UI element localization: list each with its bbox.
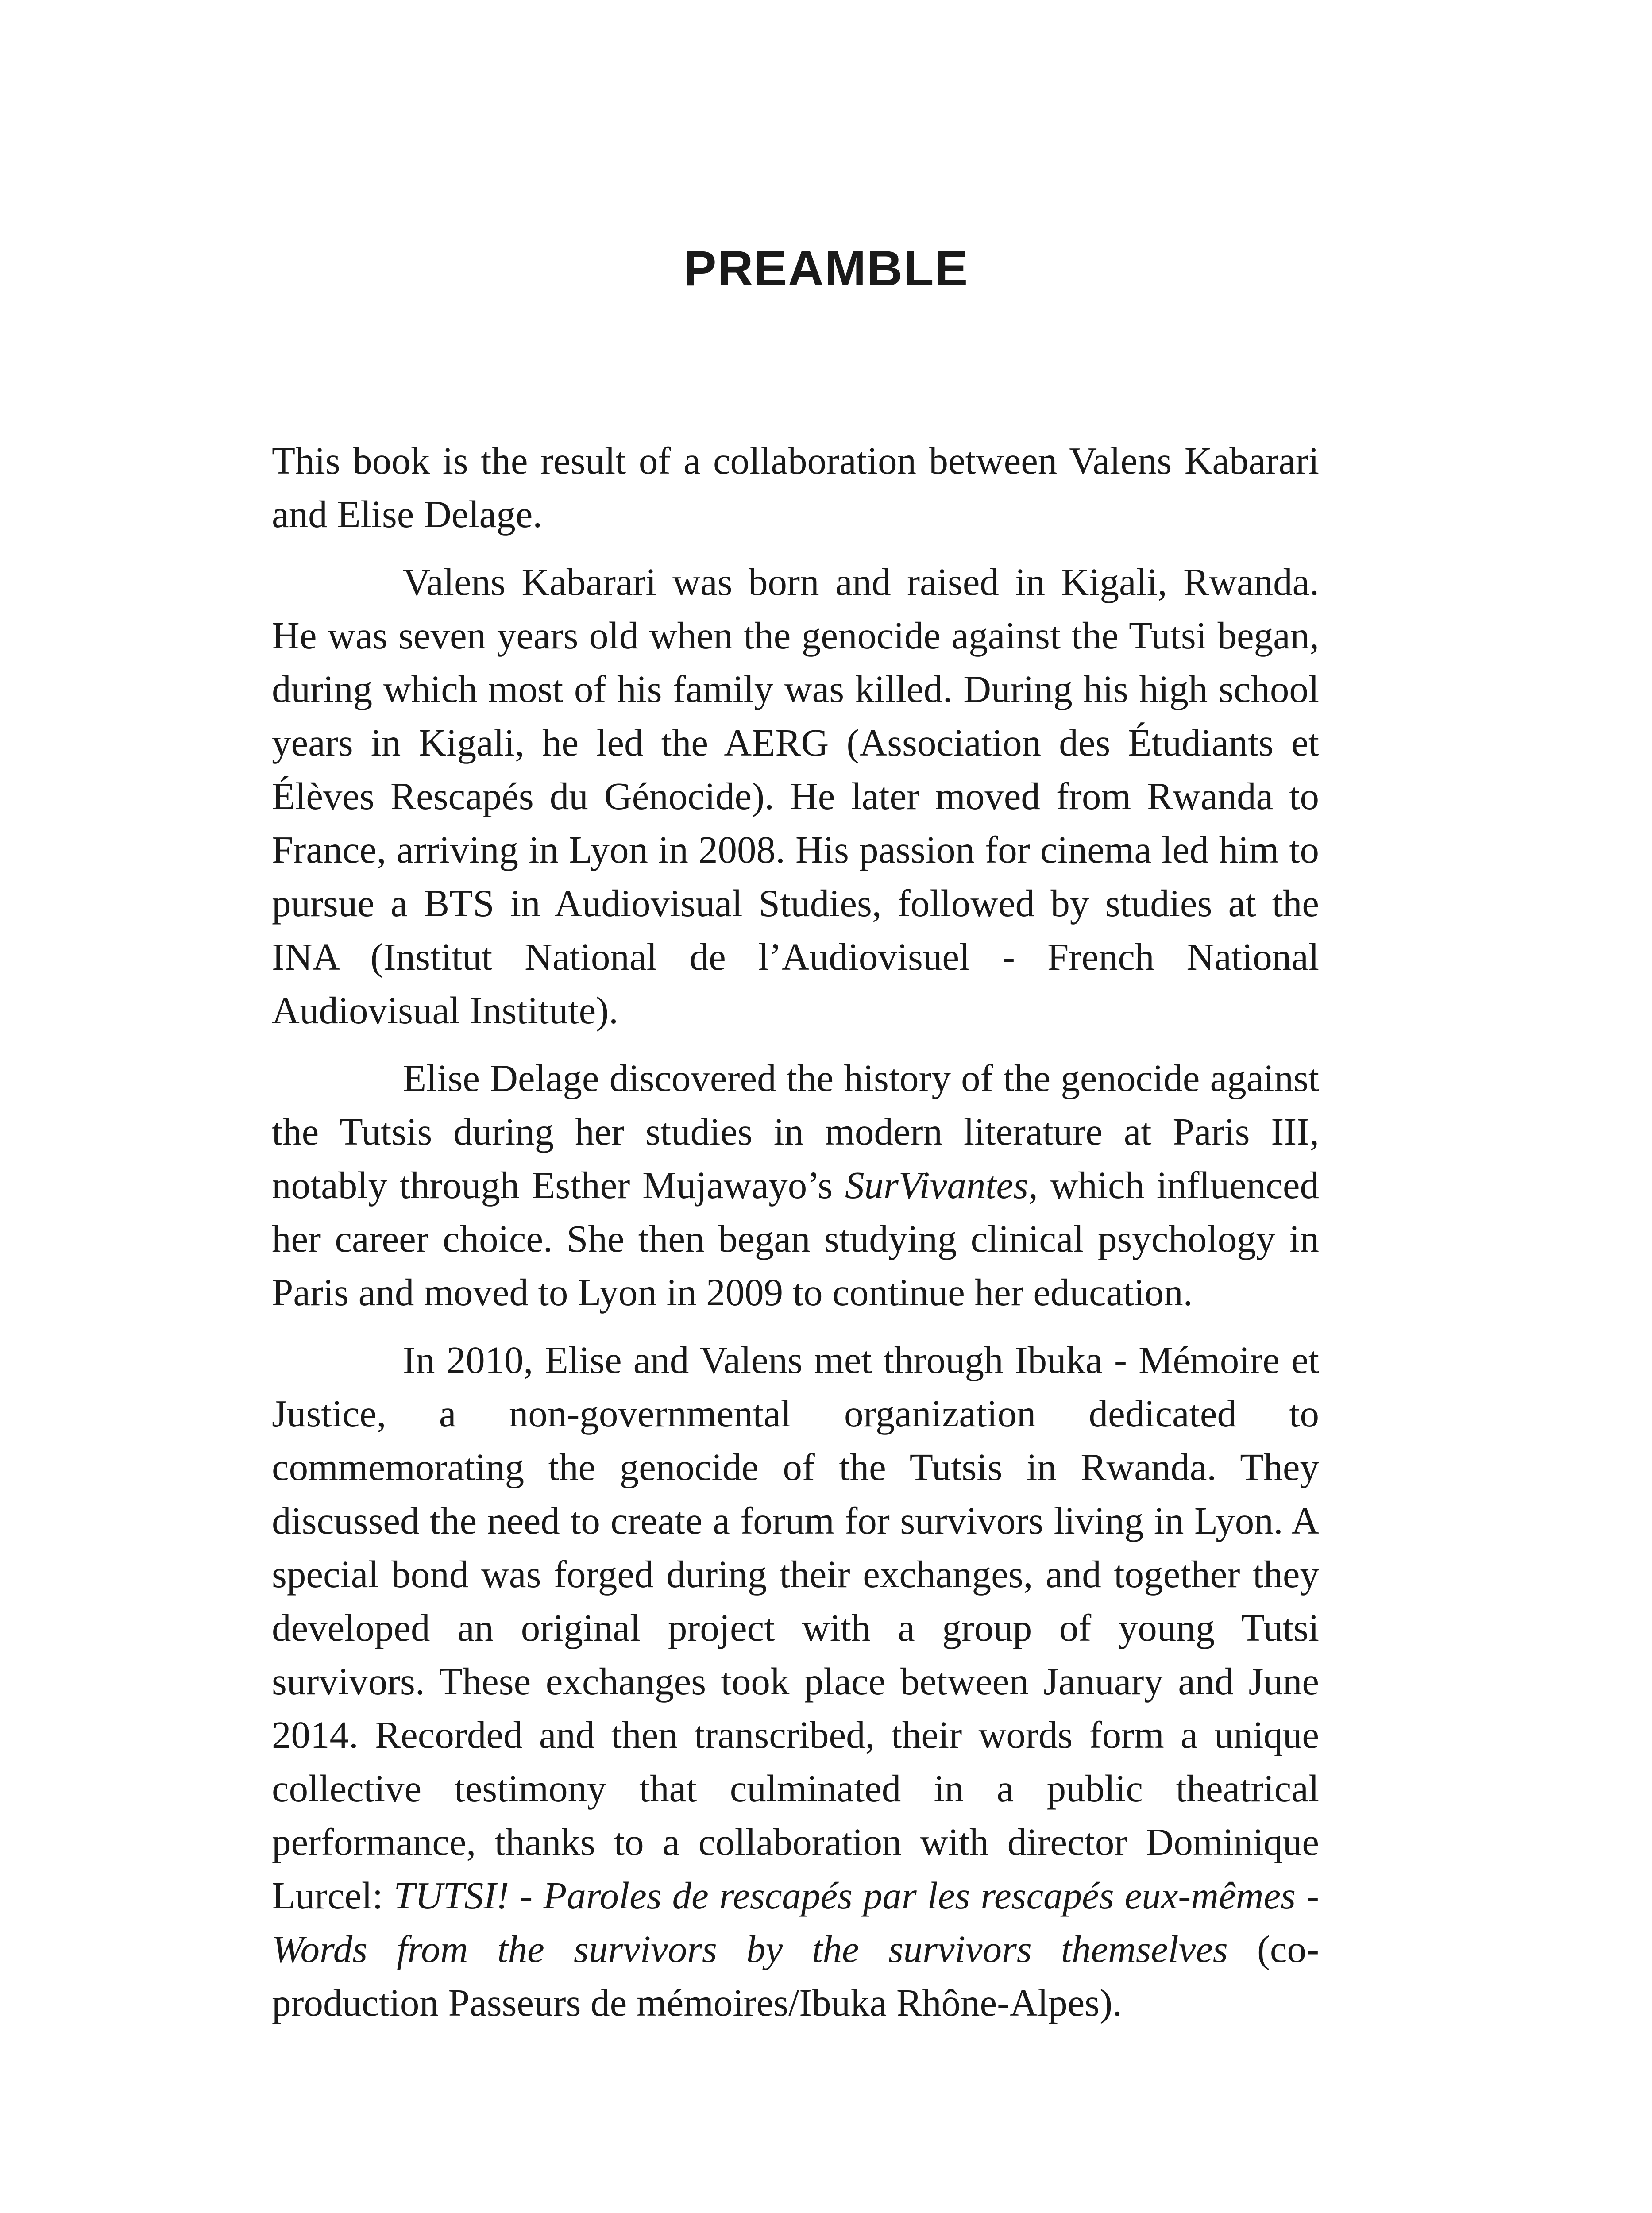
text-segment: In 2010, Elise and Valens met through Ibuka - Mémoire et Justice, a non-governmental organization dedicated to commemorating the genocide of the Tutsis in Rwanda. They discussed the need to create a forum for survivors living in Lyon. A special bond was forged during their exchanges, and together they developed an original project with a group of young Tutsi survivors. These exchanges took place between January and June 2014. Recorded and then transcribed, their words form a unique collective testimony that culminated in a public theatrical performance, thanks to a collaboration with director Dominique Lurcel: <box>272 1338 1319 1917</box>
paragraph-intro <box>272 434 1319 541</box>
paragraph-project <box>272 1333 1319 2029</box>
text-segment: Elise Delage discovered the history of the genocide against the Tutsis during her studies in modern literature at Paris III, notably through Esther Mujawayo’s <box>272 1056 1319 1207</box>
text-segment: (co-production Passeurs de mémoires/Ibuka Rhône-Alpes). <box>272 1928 1319 2024</box>
text-segment: Valens Kabarari was born and raised in Kigali, Rwanda. He was seven years old when the genocide against the Tutsi began, during which most of his family was killed. During his high school years in Kigali, he led the AERG (Association des Étudiants et Élèves Rescapés du Génocide). He later moved from Rwanda to France, arriving in Lyon in 2008. His passion for cinema led him to pursue a BTS in Audiovisual Studies, followed by studies at the INA (Institut National de l’Audiovisuel - French National Audiovisual Institute). <box>272 560 1319 1032</box>
page-title: PREAMBLE <box>683 241 969 296</box>
paragraph-valens <box>272 555 1319 1037</box>
paragraph-elise <box>272 1051 1319 1319</box>
play-title-tutsi: TUTSI! - Paroles de rescapés par les rescapés eux-mêmes - Words from the survivors by the survivors themselves <box>272 1874 1319 1970</box>
text-segment: This book is the result of a collaboration between Valens Kabarari and Elise Delage. <box>272 439 1319 536</box>
document-body <box>272 434 1319 2043</box>
book-title-survivantes: SurVivantes <box>845 1164 1028 1207</box>
text-segment: , which influenced her career choice. She then began studying clinical psychology in Paris and moved to Lyon in 2009 to continue her education. <box>272 1164 1319 1314</box>
